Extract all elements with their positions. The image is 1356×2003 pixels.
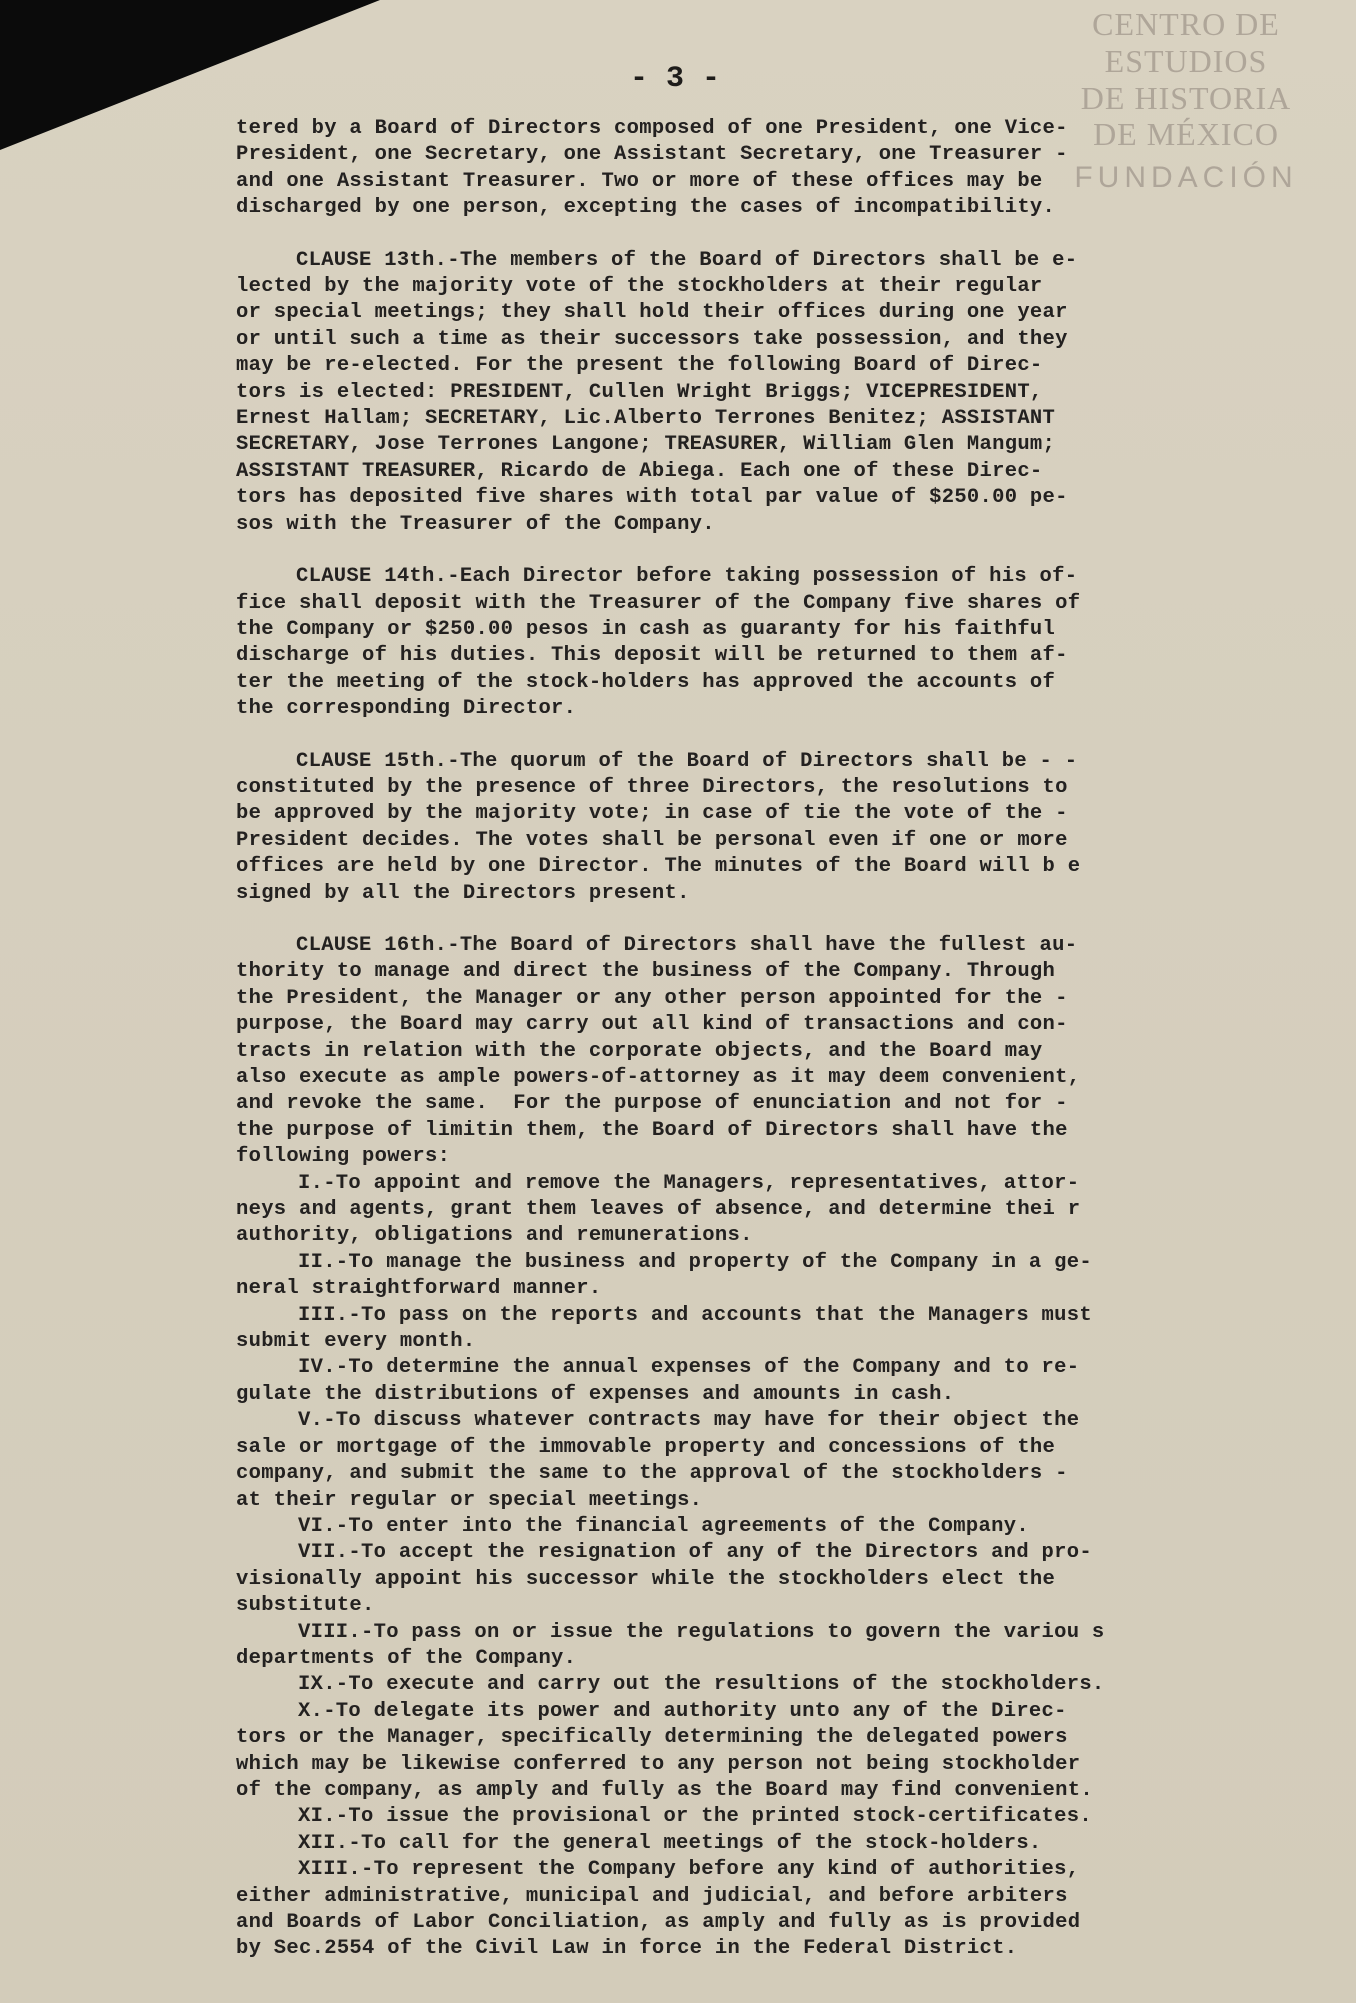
watermark-line-2: ESTUDIOS xyxy=(1104,42,1268,79)
text-line: Ernest Hallam; SECRETARY, Lic.Alberto Terrones Benitez; ASSISTANT xyxy=(236,407,1056,431)
text-line: or special meetings; they shall hold their offices during one year xyxy=(236,301,1068,325)
text-line: thority to manage and direct the business of the Company. Through xyxy=(236,960,1056,984)
text-line: or until such a time as their successors take possession, and they xyxy=(236,327,1068,351)
text-line: gulate the distributions of expenses and amounts in cash. xyxy=(236,1382,955,1406)
text-line: signed by all the Directors present. xyxy=(236,881,690,905)
text-line: constituted by the presence of three Directors, the resolutions to xyxy=(236,775,1068,799)
text-line: tracts in relation with the corporate objects, and the Board may xyxy=(236,1039,1043,1063)
power-item xyxy=(236,1540,1326,1619)
power-item xyxy=(236,1831,1326,1857)
text-line: may be re-elected. For the present the following Board of Direc- xyxy=(236,354,1043,378)
watermark-line-1: CENTRO DE xyxy=(1092,6,1280,42)
text-line: offices are held by one Director. The minutes of the Board will b e xyxy=(236,855,1081,879)
text-line: following powers: xyxy=(236,1145,451,1169)
text-line: discharge of his duties. This deposit will be returned to them af- xyxy=(236,644,1068,668)
text-line: neys and agents, grant them leaves of absence, and determine thei r xyxy=(236,1198,1081,1222)
text-line: authority, obligations and remunerations. xyxy=(236,1224,753,1248)
power-item xyxy=(236,1514,1326,1540)
text-line: XI.-To issue the provisional or the printed stock-certificates. xyxy=(298,1805,1092,1829)
watermark-line-4: DE MÉXICO xyxy=(1093,116,1279,153)
power-item xyxy=(236,1699,1326,1805)
text-line: submit every month. xyxy=(236,1330,476,1354)
power-item xyxy=(236,1303,1326,1356)
text-line: purpose, the Board may carry out all kind of transactions and con- xyxy=(236,1013,1068,1037)
text-line: X.-To delegate its power and authority unto any of the Direc- xyxy=(298,1699,1067,1723)
text-line: President, one Secretary, one Assistant Secretary, one Treasurer - xyxy=(236,143,1068,167)
text-line: VI.-To enter into the financial agreements of the Company. xyxy=(298,1514,1029,1538)
text-line: tors is elected: PRESIDENT, Cullen Wright Briggs; VICEPRESIDENT, xyxy=(236,380,1043,404)
text-line: VII.-To accept the resignation of any of the Directors and pro- xyxy=(298,1541,1092,1565)
text-line: ter the meeting of the stock-holders has approved the accounts of xyxy=(236,670,1056,694)
text-line: XII.-To call for the general meetings of the stock-holders. xyxy=(298,1831,1042,1855)
text-line: of the company, as amply and fully as the Board may find convenient. xyxy=(236,1778,1093,1802)
text-line: the President, the Manager or any other person appointed for the - xyxy=(236,986,1068,1010)
text-line: company, and submit the same to the approval of the stockholders - xyxy=(236,1462,1068,1486)
text-line: III.-To pass on the reports and accounts that the Managers must xyxy=(298,1303,1092,1327)
power-item xyxy=(236,1620,1326,1673)
text-line: discharged by one person, excepting the cases of incompatibility. xyxy=(236,196,1056,220)
text-line: VIII.-To pass on or issue the regulations to govern the variou s xyxy=(298,1620,1105,1644)
intro-paragraph xyxy=(236,116,1326,222)
text-line: and revoke the same. For the purpose of enunciation and not for - xyxy=(236,1092,1068,1116)
text-line: IV.-To determine the annual expenses of the Company and to re- xyxy=(298,1356,1080,1380)
text-line: tors has deposited five shares with total par value of $250.00 pe- xyxy=(236,486,1068,510)
text-line: V.-To discuss whatever contracts may have for their object the xyxy=(298,1409,1080,1433)
text-line: II.-To manage the business and property of the Company in a ge- xyxy=(298,1250,1092,1274)
watermark-foundation: FUNDACIÓN xyxy=(1074,161,1298,195)
power-item xyxy=(236,1355,1326,1408)
clause-15 xyxy=(236,749,1326,907)
text-line: CLAUSE 16th.-The Board of Directors shall have the fullest au- xyxy=(296,933,1078,957)
board-powers-list xyxy=(236,1171,1326,1963)
text-line: also execute as ample powers-of-attorney as it may deem convenient, xyxy=(236,1066,1081,1089)
text-line: lected by the majority vote of the stockholders at their regular xyxy=(236,275,1043,299)
text-line: tors or the Manager, specifically determining the delegated powers xyxy=(236,1726,1068,1750)
text-line: XIII.-To represent the Company before any kind of authorities, xyxy=(298,1858,1080,1882)
power-item xyxy=(236,1672,1326,1698)
watermark-line-3: DE HISTORIA xyxy=(1080,79,1292,116)
clause-13 xyxy=(236,248,1326,538)
power-item xyxy=(236,1408,1326,1514)
text-line: CLAUSE 13th.-The members of the Board of Directors shall be e- xyxy=(296,248,1078,272)
power-item xyxy=(236,1171,1326,1250)
clause-16 xyxy=(236,933,1326,1171)
text-line: at their regular or special meetings. xyxy=(236,1488,703,1512)
text-line: CLAUSE 15th.-The quorum of the Board of Directors shall be - - xyxy=(296,749,1078,773)
clause-14 xyxy=(236,564,1326,722)
text-line: SECRETARY, Jose Terrones Langone; TREASURER, William Glen Mangum; xyxy=(236,433,1056,457)
text-line: visionally appoint his successor while the stockholders elect the xyxy=(236,1567,1056,1591)
text-line: sale or mortgage of the immovable property and concessions of the xyxy=(236,1435,1056,1459)
text-line: and Boards of Labor Conciliation, as amply and fully as is provided xyxy=(236,1911,1081,1934)
text-line: the purpose of limitin them, the Board of Directors shall have the xyxy=(236,1118,1068,1142)
text-line: fice shall deposit with the Treasurer of the Company five shares of xyxy=(236,591,1081,615)
document-body xyxy=(236,116,1326,1963)
text-line: President decides. The votes shall be personal even if one or more xyxy=(236,828,1068,852)
text-line: either administrative, municipal and judicial, and before arbiters xyxy=(236,1884,1068,1908)
text-line: neral straightforward manner. xyxy=(236,1277,602,1301)
power-item xyxy=(236,1250,1326,1303)
text-line: departments of the Company. xyxy=(236,1646,577,1670)
text-line: by Sec.2554 of the Civil Law in force in the Federal District. xyxy=(236,1937,1018,1961)
text-line: the Company or $250.00 pesos in cash as guaranty for his faithful xyxy=(236,617,1056,641)
text-line: be approved by the majority vote; in case of tie the vote of the - xyxy=(236,802,1068,826)
text-line: the corresponding Director. xyxy=(236,697,577,721)
power-item xyxy=(236,1857,1326,1963)
page-number: - 3 - xyxy=(630,62,721,96)
text-line: CLAUSE 14th.-Each Director before taking possession of his of- xyxy=(296,565,1078,589)
text-line: ASSISTANT TREASURER, Ricardo de Abiega. Each one of these Direc- xyxy=(236,459,1043,483)
text-line: which may be likewise conferred to any person not being stockholder xyxy=(236,1752,1081,1776)
text-line: substitute. xyxy=(236,1594,375,1618)
text-line: sos with the Treasurer of the Company. xyxy=(236,512,715,536)
power-item xyxy=(236,1804,1326,1830)
text-line: IX.-To execute and carry out the resultions of the stockholders. xyxy=(298,1673,1105,1697)
text-line: tered by a Board of Directors composed of one President, one Vice- xyxy=(236,117,1068,140)
text-line: and one Assistant Treasurer. Two or more of these offices may be xyxy=(236,169,1043,193)
text-line: I.-To appoint and remove the Managers, representatives, attor- xyxy=(298,1171,1080,1195)
